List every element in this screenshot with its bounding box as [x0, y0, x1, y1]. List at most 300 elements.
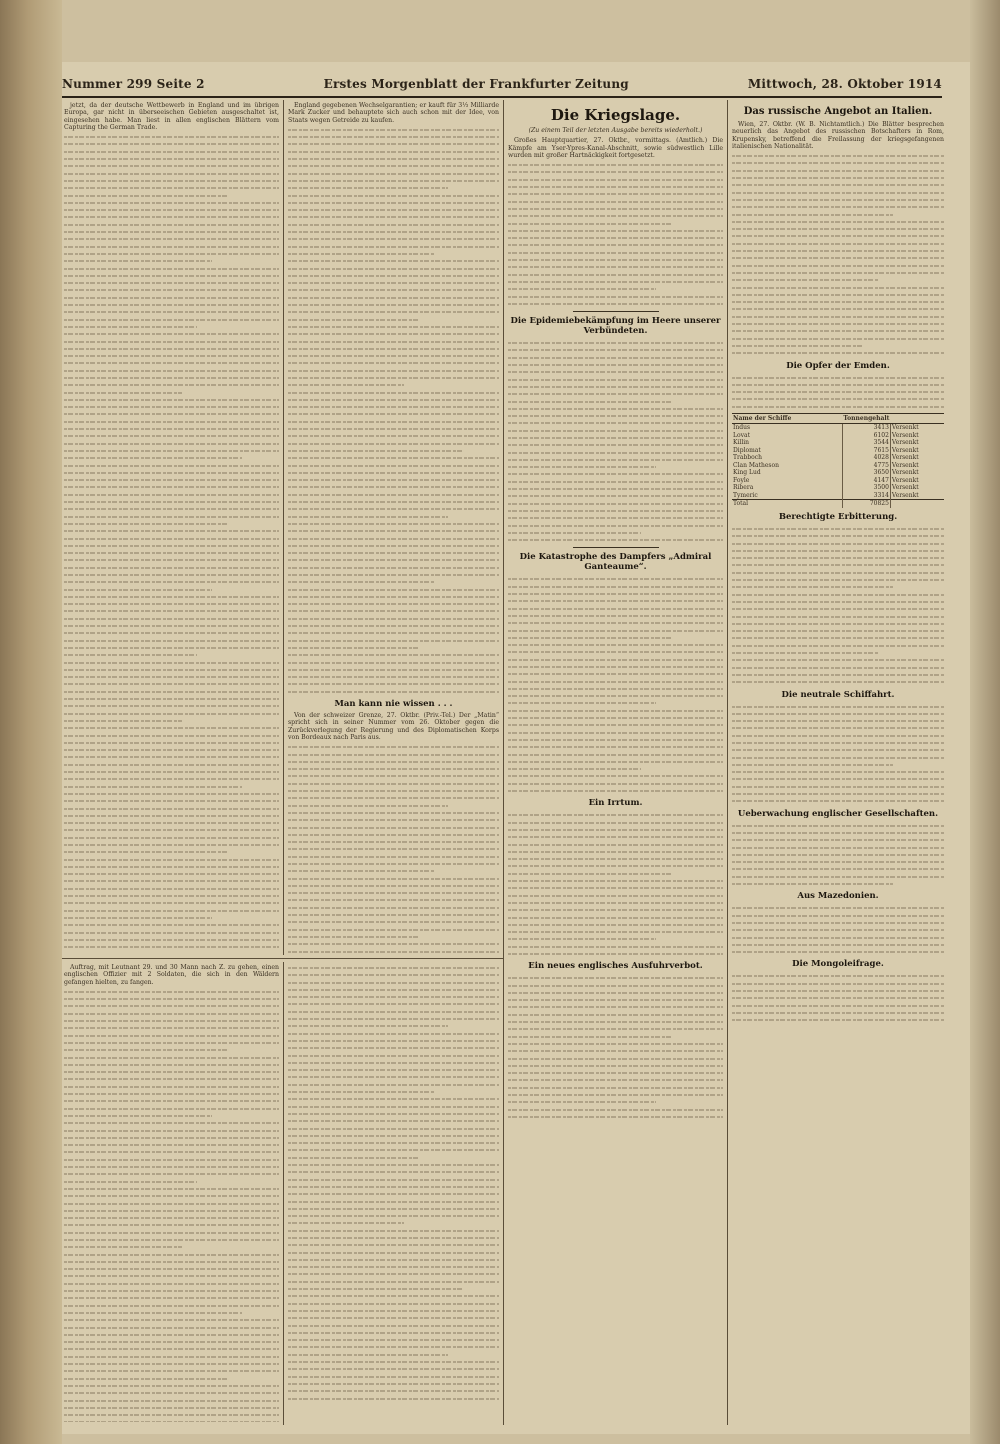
text-line: [64, 1236, 279, 1243]
text-line: [64, 1397, 279, 1404]
text-line: [288, 772, 499, 779]
text-line: [64, 1221, 279, 1228]
text-line: [64, 1024, 279, 1031]
text-line: [732, 926, 944, 933]
text-line: [288, 578, 434, 585]
text-line: [508, 376, 723, 383]
text-line: [64, 929, 279, 936]
text-line: [288, 971, 499, 978]
text-line: [288, 1044, 499, 1051]
column-2: [288, 102, 499, 954]
text-line: [64, 221, 279, 228]
text-line: [288, 469, 499, 476]
text-line: [64, 257, 212, 264]
text-line: [288, 758, 499, 765]
text-line: [732, 934, 944, 941]
text-line: [64, 527, 279, 534]
column-rule-2: [503, 100, 504, 1425]
article-heading-epidemie: Die Epidemiebekämpfung im Heere unserer Verbündeten.: [510, 316, 721, 337]
text-line: [64, 520, 227, 527]
text-line: [732, 613, 944, 620]
text-line: [288, 794, 499, 801]
text-line: [64, 308, 279, 315]
text-line: [732, 561, 944, 568]
text-line: [64, 819, 279, 826]
text-line: [64, 753, 279, 760]
newspaper-title: Erstes Morgenblatt der Frankfurter Zeitung: [323, 77, 629, 91]
text-line: [64, 936, 279, 943]
text-line: [288, 1052, 499, 1059]
text-line: [732, 783, 944, 790]
russisches-angebot-intro: Wien, 27. Oktbr. (W. B. Nichtamtlich.) Die Blätter besprechen neuerlich das Angebot des russischen Botschafters in Rom, Krupensky, betreffend die Freilassung der kriegsgefangenen italienischen Nationalität.: [732, 121, 944, 150]
text-line: [508, 390, 723, 397]
text-line: [64, 418, 279, 425]
text-line: [288, 860, 499, 867]
text-line: [732, 262, 944, 269]
text-line: [288, 680, 499, 687]
text-line: [288, 904, 499, 911]
text-line: [508, 441, 723, 448]
text-line: [508, 205, 723, 212]
text-line: [64, 1338, 279, 1345]
ship-tons: 3413: [842, 424, 890, 432]
ship-note: Versenkt: [891, 446, 919, 454]
text-line: [64, 1163, 279, 1170]
text-line: [288, 600, 499, 607]
katastrophe-text-lines: [508, 575, 723, 794]
text-line: [508, 575, 723, 582]
text-line: [64, 265, 279, 272]
bound-page-edge: [0, 0, 62, 1444]
ship-tons: 3650: [842, 469, 890, 477]
text-line: [508, 405, 723, 412]
text-line: [732, 620, 944, 627]
text-line: [508, 928, 723, 935]
ships-table-row: [732, 439, 944, 447]
text-line: [64, 162, 279, 169]
text-line: [732, 972, 944, 979]
text-line: [64, 644, 279, 651]
text-line: [288, 1183, 499, 1190]
text-line: [508, 368, 723, 375]
article-heading-ueberwachung: Ueberwachung englischer Gesellschaften.: [737, 808, 939, 819]
article-heading-erbitterung: Berechtigte Erbitterung.: [778, 511, 898, 522]
text-line: [64, 1200, 279, 1207]
text-line: [508, 721, 723, 728]
band-rule: [62, 958, 503, 959]
text-line: [288, 542, 499, 549]
text-line: [288, 1059, 499, 1066]
text-line: [64, 440, 279, 447]
column-2-text-lines: [288, 126, 499, 695]
text-line: [508, 463, 656, 470]
text-line: [732, 746, 944, 753]
text-line: [288, 454, 499, 461]
text-line: [288, 133, 499, 140]
text-line: [288, 148, 499, 155]
text-line: [732, 858, 944, 865]
text-line: [508, 1106, 723, 1113]
text-line: [64, 1360, 279, 1367]
ship-name: Indus: [733, 424, 751, 432]
text-line: [288, 316, 419, 323]
text-line: [288, 933, 419, 940]
text-line: [732, 247, 944, 254]
text-line: [508, 354, 723, 361]
text-line: [508, 485, 723, 492]
text-line: [64, 805, 279, 812]
ship-name: Diplomat: [733, 446, 761, 454]
text-line: [732, 232, 944, 239]
text-line: [288, 498, 499, 505]
text-line: [732, 569, 944, 576]
text-line: [732, 305, 944, 312]
text-line: [508, 590, 723, 597]
text-line: [732, 634, 944, 641]
text-line: [288, 330, 499, 337]
ship-tons: 4775: [842, 462, 890, 470]
text-line: [508, 751, 723, 758]
text-line: [508, 1003, 723, 1010]
text-line: [288, 1365, 499, 1372]
text-line: [732, 554, 944, 561]
text-line: [64, 688, 279, 695]
text-line: [508, 1076, 723, 1083]
text-line: [508, 772, 723, 779]
ship-note: Versenkt: [891, 476, 919, 484]
text-line: [288, 1395, 499, 1402]
ship-tons: 7615: [842, 447, 890, 455]
text-line: [288, 666, 499, 673]
text-line: [508, 1091, 723, 1098]
text-line: [732, 342, 863, 349]
text-line: [64, 651, 197, 658]
text-line: [508, 1084, 723, 1091]
ship-name: King Lud: [733, 469, 761, 477]
text-line: [508, 412, 723, 419]
text-line: [64, 454, 242, 461]
text-line: [64, 856, 279, 863]
text-line: [288, 831, 499, 838]
text-line: [64, 659, 279, 666]
text-line: [508, 278, 723, 285]
text-line: [64, 848, 227, 855]
text-line: [64, 826, 279, 833]
text-line: [64, 1017, 279, 1024]
text-line: [732, 948, 944, 955]
text-line: [288, 140, 499, 147]
article-heading-mongoleifrage: Die Mongoleifrage.: [792, 959, 884, 970]
text-line: [732, 880, 893, 887]
ships-table-header-tons: Tonnengehalt: [843, 414, 890, 422]
text-line: [64, 761, 279, 768]
text-line: [288, 250, 434, 257]
text-line: [64, 462, 279, 469]
text-line: [64, 1214, 279, 1221]
text-line: [732, 525, 944, 532]
text-line: [64, 578, 279, 585]
text-line: [732, 703, 944, 710]
ship-tons: 3500: [842, 484, 890, 492]
ship-tons: 4147: [842, 477, 890, 485]
text-line: [508, 212, 723, 219]
text-line: [288, 1314, 499, 1321]
text-line: [732, 203, 944, 210]
text-line: [288, 447, 463, 454]
text-line: [508, 1033, 671, 1040]
text-line: [64, 1002, 279, 1009]
text-line: [64, 877, 279, 884]
text-line: [288, 1336, 499, 1343]
text-line: [288, 381, 404, 388]
text-line: [288, 911, 499, 918]
text-line: [64, 374, 279, 381]
column-2-intro: England gegebenen Wechselgarantien; er kauft für 3⅓ Milliarde Mark Zucker und behauptete sich auch schon mit der Idee, von Staats wegen Getreide zu kaufen.: [288, 102, 499, 124]
text-line: [732, 167, 944, 174]
text-line: [64, 286, 279, 293]
text-line: [508, 848, 723, 855]
text-line: [288, 1110, 499, 1117]
text-line: [288, 1387, 499, 1394]
text-line: [64, 695, 279, 702]
text-line: [732, 768, 944, 775]
text-line: [508, 935, 656, 942]
text-line: [288, 882, 499, 889]
text-line: [288, 853, 499, 860]
text-line: [508, 714, 723, 721]
ship-note: Versenkt: [891, 484, 919, 492]
text-line: [288, 896, 499, 903]
text-line: [508, 884, 723, 891]
text-line: [64, 279, 279, 286]
text-line: [732, 240, 944, 247]
text-line: [288, 549, 499, 556]
text-line: [508, 190, 723, 197]
text-line: [64, 403, 279, 410]
text-line: [288, 1081, 499, 1088]
text-line: [508, 339, 723, 346]
text-line: [64, 1229, 279, 1236]
text-line: [732, 276, 878, 283]
text-line: [64, 885, 279, 892]
text-line: [64, 1148, 279, 1155]
text-line: [64, 1192, 279, 1199]
text-line: [508, 241, 723, 248]
text-line: [288, 155, 499, 162]
text-line: [732, 790, 944, 797]
text-line: [732, 349, 944, 356]
text-line: [732, 374, 944, 381]
text-line: [288, 359, 499, 366]
text-line: [64, 1367, 279, 1374]
text-line: [288, 1095, 499, 1102]
text-line: [508, 198, 723, 205]
text-line: [508, 470, 723, 477]
text-line: [508, 449, 723, 456]
text-line: [64, 1141, 279, 1148]
text-line: [508, 300, 723, 307]
text-line: [288, 476, 499, 483]
text-line: [288, 816, 499, 823]
text-line: [288, 1125, 499, 1132]
text-line: [64, 381, 279, 388]
text-line: [64, 615, 279, 622]
text-line: [732, 775, 944, 782]
text-line: [732, 381, 944, 388]
text-line: [64, 914, 212, 921]
text-line: [64, 1075, 279, 1082]
text-line: [732, 1009, 944, 1016]
text-line: [732, 987, 944, 994]
ships-table-total-label: Total: [732, 500, 842, 508]
text-line: [732, 851, 944, 858]
epidemie-text-lines: [508, 339, 723, 543]
text-line: [508, 293, 723, 300]
text-line: [64, 673, 279, 680]
text-line: [64, 1061, 279, 1068]
text-line: [732, 761, 893, 768]
erbitterung-text-lines: [732, 525, 944, 686]
text-line: [64, 564, 279, 571]
text-line: [732, 298, 944, 305]
text-line: [508, 736, 723, 743]
ships-table-row: [732, 469, 944, 477]
article-body-man-kann: Von der schweizer Grenze, 27. Oktbr. (Priv.-Tel.) Der „Matin“ spricht sich in seiner Nummer vom 26. Oktober gegen die Zurückverlegung der Regierung und des Diplomatischen Korps von Bordeaux nach Paris aus.: [288, 712, 499, 741]
text-line: [732, 941, 944, 948]
text-line: [288, 308, 499, 315]
ship-note: Versenkt: [891, 454, 919, 462]
issue-date: Mittwoch, 28. Oktober 1914: [747, 77, 942, 91]
text-line: [732, 912, 944, 919]
text-line: [508, 765, 641, 772]
text-line: [288, 1227, 499, 1234]
text-line: [508, 877, 723, 884]
text-line: [732, 822, 944, 829]
text-line: [508, 263, 723, 270]
text-line: [288, 1190, 499, 1197]
text-line: [508, 787, 723, 794]
text-line: [288, 571, 499, 578]
text-line: [288, 607, 499, 614]
text-line: [64, 1097, 279, 1104]
ships-table-row: [732, 484, 944, 492]
text-line: [64, 272, 279, 279]
text-line: [508, 183, 723, 190]
text-line: [732, 388, 944, 395]
text-line: [732, 181, 944, 188]
text-line: [732, 649, 878, 656]
text-line: [64, 1389, 279, 1396]
text-line: [508, 522, 723, 529]
schiffahrt-text-lines: [732, 703, 944, 805]
kriegslage-subtitle: (Zu einem Teil der letzten Ausgabe bereits wiederholt.): [528, 127, 703, 134]
text-line: [64, 995, 279, 1002]
text-line: [64, 352, 279, 359]
text-line: [288, 235, 499, 242]
text-line: [508, 176, 723, 183]
divider: [573, 547, 659, 548]
ship-tons: 3544: [842, 439, 890, 447]
text-line: [508, 950, 723, 957]
text-line: [288, 1307, 499, 1314]
text-line: [508, 536, 723, 543]
text-line: [64, 988, 279, 995]
text-line: [64, 717, 182, 724]
text-line: [508, 256, 723, 263]
text-line: [508, 780, 723, 787]
text-line: [288, 1037, 499, 1044]
text-line: [64, 1345, 279, 1352]
text-line: [288, 889, 499, 896]
text-line: [64, 556, 279, 563]
text-line: [64, 1170, 279, 1177]
text-line: [508, 641, 723, 648]
text-line: [288, 780, 499, 787]
text-line: [732, 327, 944, 334]
text-line: [508, 1055, 723, 1062]
text-line: [64, 228, 279, 235]
text-line: [64, 1032, 279, 1039]
ship-note: Versenkt: [891, 424, 919, 432]
text-line: [64, 680, 279, 687]
text-line: [64, 1207, 279, 1214]
text-line: [508, 833, 723, 840]
text-line: [64, 1382, 279, 1389]
text-line: [732, 605, 944, 612]
text-line: [64, 330, 279, 337]
text-line: [64, 549, 279, 556]
ship-note: Versenkt: [891, 469, 919, 477]
text-line: [288, 1300, 499, 1307]
text-line: [508, 692, 723, 699]
text-line: [288, 556, 499, 563]
text-line: [508, 597, 723, 604]
text-line: [732, 159, 944, 166]
text-line: [288, 1351, 448, 1358]
text-line: [64, 943, 279, 950]
text-line: [508, 699, 656, 706]
text-line: [288, 845, 499, 852]
text-line: [732, 904, 944, 911]
text-line: [288, 1249, 499, 1256]
text-line: [508, 656, 723, 663]
text-line: [732, 732, 944, 739]
text-line: [288, 527, 499, 534]
text-line: [64, 1331, 279, 1338]
ship-tons: 3314: [842, 492, 890, 500]
text-line: [288, 1088, 434, 1095]
text-line: [508, 1025, 723, 1032]
column-1: [64, 102, 279, 954]
text-line: [732, 873, 944, 880]
text-line: [508, 914, 723, 921]
text-line: [508, 383, 723, 390]
text-line: [508, 634, 671, 641]
text-line: [64, 148, 279, 155]
text-line: [288, 374, 499, 381]
text-line: [288, 651, 499, 658]
text-line: [288, 1263, 499, 1270]
ship-note: Versenkt: [891, 431, 919, 439]
text-line: [64, 243, 279, 250]
text-line: [508, 943, 723, 950]
text-line: [64, 447, 279, 454]
ship-name: Ribera: [733, 484, 754, 492]
text-line: [64, 622, 279, 629]
text-line: [64, 389, 182, 396]
article-heading-opfer-emden: Die Opfer der Emden.: [786, 360, 890, 371]
text-line: [288, 659, 499, 666]
